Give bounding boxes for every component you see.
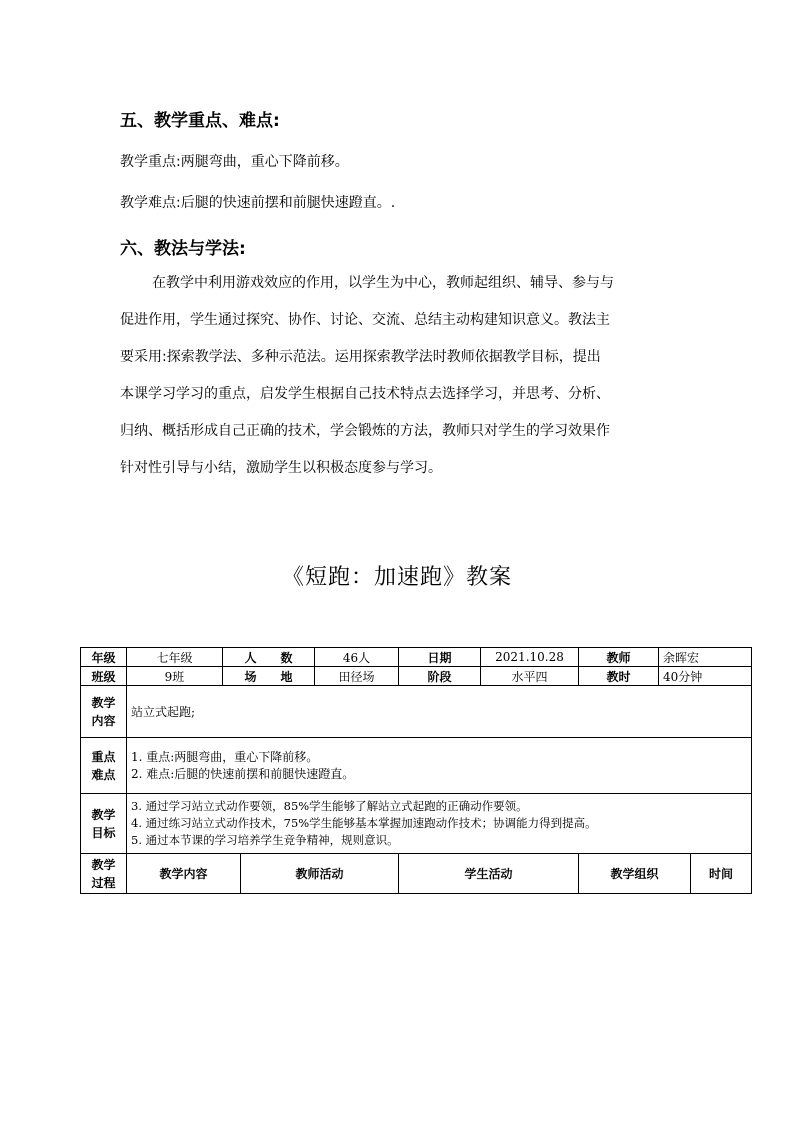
section-5-heading: 五、教学重点、难点: xyxy=(120,111,280,131)
class-label: 班级 xyxy=(81,667,127,686)
process-col-student: 学生活动 xyxy=(399,854,579,894)
paragraph-line: 要采用:探索教学法、多种示范法。运用探索教学法时教师依据教学目标，提出 xyxy=(120,349,601,365)
process-col-teacher: 教师活动 xyxy=(241,854,399,894)
hours-value: 40分钟 xyxy=(659,667,752,686)
paragraph-line: 促进作用，学生通过探究、协作、讨论、交流、总结主动构建知识意义。教法主 xyxy=(120,312,610,328)
lesson-plan-title: 《短跑：加速跑》教案 xyxy=(281,565,512,590)
paragraph-line: 本课学习学习的重点，启发学生根据自己技术特点去选择学习，并思考、分析、 xyxy=(120,386,610,402)
stage-label: 阶段 xyxy=(399,667,481,686)
list-item: 5. 通过本节课的学习培养学生竞争精神，规则意识。 xyxy=(131,833,399,847)
goals-label: 教学 目标 xyxy=(81,794,127,854)
process-col-time: 时间 xyxy=(691,854,752,894)
process-label: 教学 过程 xyxy=(81,854,127,894)
table-row xyxy=(81,738,752,794)
section-6-heading: 六、教法与学法: xyxy=(120,239,246,259)
method-paragraph xyxy=(120,265,690,487)
venue-label: 场 地 xyxy=(223,667,315,686)
class-value: 9班 xyxy=(127,667,223,686)
paragraph-line: 归纳、概括形成自己正确的技术，学会锻炼的方法，教师只对学生的学习效果作 xyxy=(120,423,610,439)
process-col-organization: 教学组织 xyxy=(579,854,691,894)
date-value: 2021.10.28 xyxy=(481,648,579,667)
paragraph-line: 针对性引导与小结，激励学生以积极态度参与学习。 xyxy=(120,460,442,476)
table-row xyxy=(81,854,752,894)
grade-label: 年级 xyxy=(81,648,127,667)
date-label: 日期 xyxy=(399,648,481,667)
table-row xyxy=(81,667,752,686)
focus-label: 重点 难点 xyxy=(81,738,127,794)
process-col-content: 教学内容 xyxy=(127,854,241,894)
teacher-label: 教师 xyxy=(579,648,659,667)
list-item: 4. 通过练习站立式动作技术，75%学生能够基本掌握加速跑动作技术；协调能力得到提高。 xyxy=(131,816,597,830)
list-item: 1. 重点:两腿弯曲，重心下降前移。 xyxy=(131,749,319,764)
content-value: 站立式起跑; xyxy=(127,686,752,738)
grade-value: 七年级 xyxy=(127,648,223,667)
teacher-value: 余晖宏 xyxy=(659,648,752,667)
list-item: 2. 难点:后腿的快速前摆和前腿快速蹬直。 xyxy=(131,766,355,781)
table-row xyxy=(81,794,752,854)
teaching-key-point: 教学重点:两腿弯曲，重心下降前移。 xyxy=(120,154,349,170)
table-row xyxy=(81,686,752,738)
content-label: 教学 内容 xyxy=(81,686,127,738)
venue-value: 田径场 xyxy=(315,667,399,686)
focus-list xyxy=(127,738,752,794)
hours-label: 教时 xyxy=(579,667,659,686)
paragraph-line: 在教学中利用游戏效应的作用，以学生为中心，教师起组织、辅导、参与与 xyxy=(152,275,614,291)
goals-list xyxy=(127,794,752,854)
people-value: 46人 xyxy=(315,648,399,667)
list-item: 3. 通过学习站立式动作要领，85%学生能够了解站立式起跑的正确动作要领。 xyxy=(131,799,528,813)
people-label: 人 数 xyxy=(223,648,315,667)
table-row xyxy=(81,648,752,667)
lesson-plan-table xyxy=(80,647,752,894)
stage-value: 水平四 xyxy=(481,667,579,686)
teaching-difficulty: 教学难点:后腿的快速前摆和前腿快速蹬直。. xyxy=(120,195,396,211)
